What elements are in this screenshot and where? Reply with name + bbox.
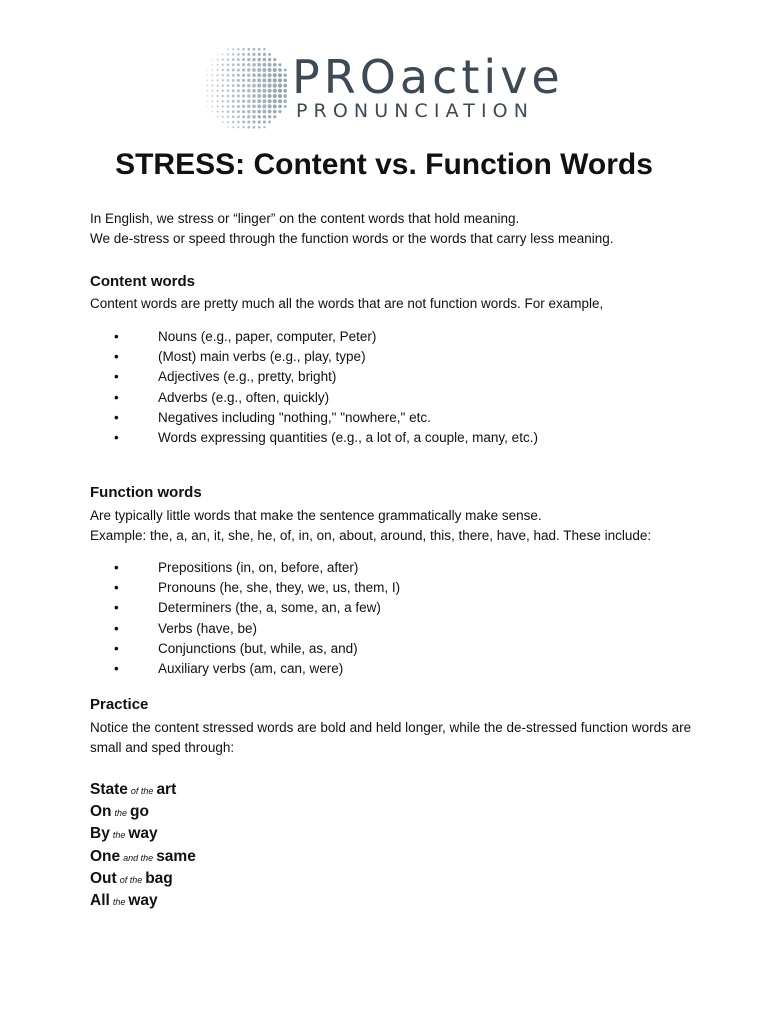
list-item-text: (Most) main verbs (e.g., play, type) [158, 349, 366, 365]
list-item-text: Adverbs (e.g., often, quickly) [158, 389, 330, 405]
practice-phrase-list [90, 779, 196, 912]
list-item-text: Conjunctions (but, while, as, and) [158, 640, 358, 656]
page-title: STRESS: Content vs. Function Words [115, 148, 653, 181]
practice-description-1: Notice the content stressed words are bold and held longer, while the de-stressed function words are [90, 720, 692, 735]
destressed-words: the [112, 830, 126, 841]
practice-phrase [90, 846, 196, 868]
practice-phrase [90, 868, 196, 890]
list-item-text: Negatives including "nothing," "nowhere," etc. [158, 409, 431, 425]
halftone-circle-logo-icon [200, 42, 292, 134]
list-item-text: Auxiliary verbs (am, can, were) [158, 660, 344, 676]
practice-phrase [90, 823, 196, 845]
list-item-text: Determiners (the, a, some, an, a few) [158, 600, 381, 616]
destressed-words: and the [123, 852, 154, 863]
practice-phrase [90, 801, 196, 823]
logo-subtitle: PRONUNCIATION [296, 100, 535, 122]
content-words-heading: Content words [90, 273, 195, 290]
intro-line-2: We de-stress or speed through the function words or the words that carry less meaning. [90, 231, 614, 246]
stressed-word: State [90, 781, 128, 798]
bullet-icon: • [114, 660, 119, 676]
list-item-text: Words expressing quantities (e.g., a lot of, a couple, many, etc.) [158, 429, 538, 445]
stressed-word: go [130, 803, 149, 821]
stressed-word: art [156, 781, 177, 798]
bullet-icon: • [114, 349, 119, 365]
proactive-logo [200, 42, 580, 142]
stressed-word: Out [90, 869, 117, 887]
bullet-icon: • [114, 409, 119, 425]
bullet-icon: • [114, 429, 119, 445]
practice-heading: Practice [90, 696, 149, 713]
destressed-words: the [114, 808, 128, 819]
stressed-word: way [128, 825, 158, 843]
list-item-text: Prepositions (in, on, before, after) [158, 560, 359, 575]
stressed-word: One [90, 847, 121, 865]
stressed-word: On [90, 803, 112, 821]
bullet-icon: • [114, 369, 119, 385]
practice-phrase [90, 890, 196, 912]
bullet-icon: • [114, 600, 119, 616]
bullet-icon: • [114, 329, 119, 344]
content-words-description: Content words are pretty much all the words that are not function words. For example, [90, 296, 604, 311]
bullet-icon: • [114, 620, 119, 636]
function-words-description-1: Are typically little words that make the sentence grammatically make sense. [90, 508, 542, 523]
destressed-words: the [112, 896, 126, 907]
list-item-text: Pronouns (he, she, they, we, us, them, I) [158, 580, 401, 596]
function-words-heading: Function words [90, 484, 202, 501]
stressed-word: bag [145, 869, 173, 887]
stressed-word: way [128, 891, 158, 909]
stressed-word: same [156, 847, 196, 865]
practice-phrase [90, 779, 196, 801]
bullet-icon: • [114, 640, 119, 656]
list-item-text: Nouns (e.g., paper, computer, Peter) [158, 329, 377, 344]
bullet-icon: • [114, 389, 119, 405]
destressed-words: of the [130, 786, 154, 796]
function-words-description-2: Example: the, a, an, it, she, he, of, in, on, about, around, this, there, have, had. These include: [90, 528, 652, 543]
bullet-icon: • [114, 560, 119, 575]
intro-line-1: In English, we stress or “linger” on the content words that hold meaning. [90, 211, 520, 226]
destressed-words: of the [119, 874, 143, 885]
list-item-text: Verbs (have, be) [158, 620, 258, 636]
logo-wordmark: PROactive [292, 50, 564, 104]
stressed-word: All [90, 891, 110, 909]
stressed-word: By [90, 825, 110, 843]
practice-description-2: small and sped through: [90, 740, 235, 755]
bullet-icon: • [114, 580, 119, 596]
list-item-text: Adjectives (e.g., pretty, bright) [158, 369, 337, 385]
